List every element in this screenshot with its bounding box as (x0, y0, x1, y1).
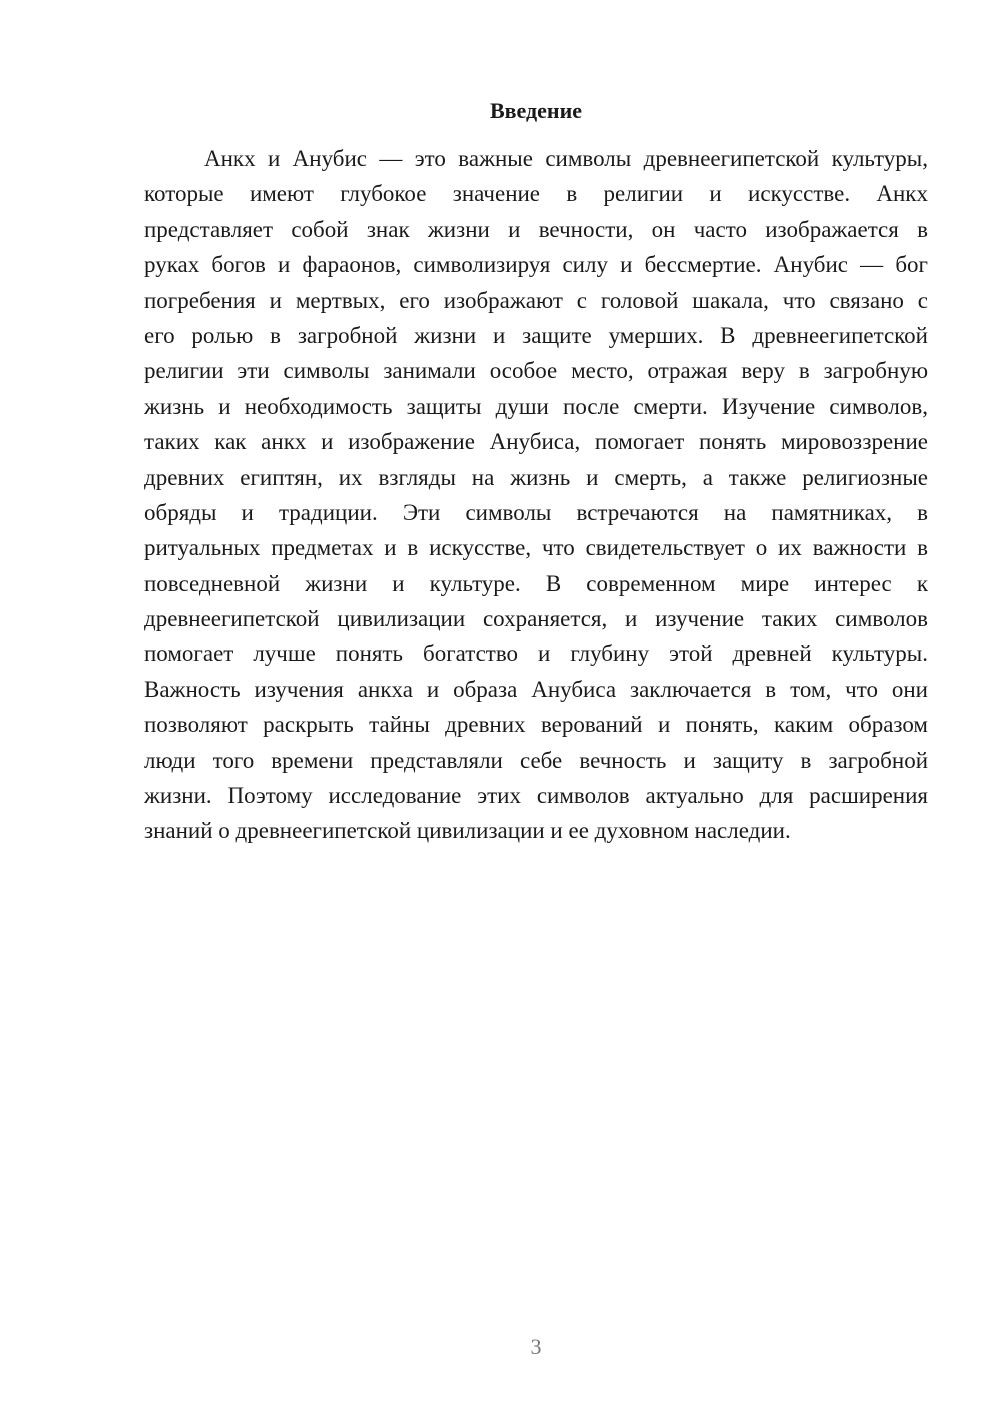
paragraph-line: люди того времени представляли себе вечность и защиту в загробной (144, 747, 928, 773)
intro-paragraph (144, 141, 928, 849)
paragraph-line: обряды и традиции. Эти символы встречаются на памятниках, в (144, 499, 928, 525)
paragraph-line: знаний о древнеегипетской цивилизации и ее духовном наследии. (144, 818, 791, 844)
paragraph-line: жизнь и необходимость защиты души после смерти. Изучение символов, (144, 393, 928, 419)
paragraph-line: жизни. Поэтому исследование этих символов актуально для расширения (144, 783, 928, 809)
paragraph-line: Анкх и Анубис — это важные символы древнеегипетской культуры, (204, 146, 928, 171)
paragraph-line: повседневной жизни и культуре. В современном мире интерес к (144, 570, 928, 596)
paragraph-line: ритуальных предметах и в искусстве, что свидетельствует о их важности в (144, 535, 928, 561)
paragraph-line: таких как анкх и изображение Анубиса, помогает понять мировоззрение (144, 429, 928, 455)
paragraph-line: погребения и мертвых, его изображают с головой шакала, что связано с (144, 287, 928, 313)
section-heading: Введение (489, 98, 583, 123)
paragraph-line: которые имеют глубокое значение в религии и искусстве. Анкх (144, 181, 928, 207)
paragraph-line: его ролью в загробной жизни и защите умерших. В древнеегипетской (144, 322, 928, 348)
paragraph-line: представляет собой знак жизни и вечности, он часто изображается в (144, 216, 928, 242)
paragraph-line: религии эти символы занимали особое место, отражая веру в загробную (144, 358, 928, 384)
paragraph-line: Важность изучения анкха и образа Анубиса заключается в том, что они (144, 676, 928, 702)
paragraph-line: древних египтян, их взгляды на жизнь и смерть, а также религиозные (144, 464, 928, 490)
paragraph-line: древнеегипетской цивилизации сохраняется, и изучение таких символов (144, 606, 928, 632)
page-number: 3 (530, 1334, 542, 1359)
paragraph-line: помогает лучше понять богатство и глубину этой древней культуры. (144, 641, 928, 667)
paragraph-line: позволяют раскрыть тайны древних верований и понять, каким образом (144, 712, 928, 738)
paragraph-line: руках богов и фараонов, символизируя силу и бессмертие. Анубис — бог (144, 252, 928, 278)
